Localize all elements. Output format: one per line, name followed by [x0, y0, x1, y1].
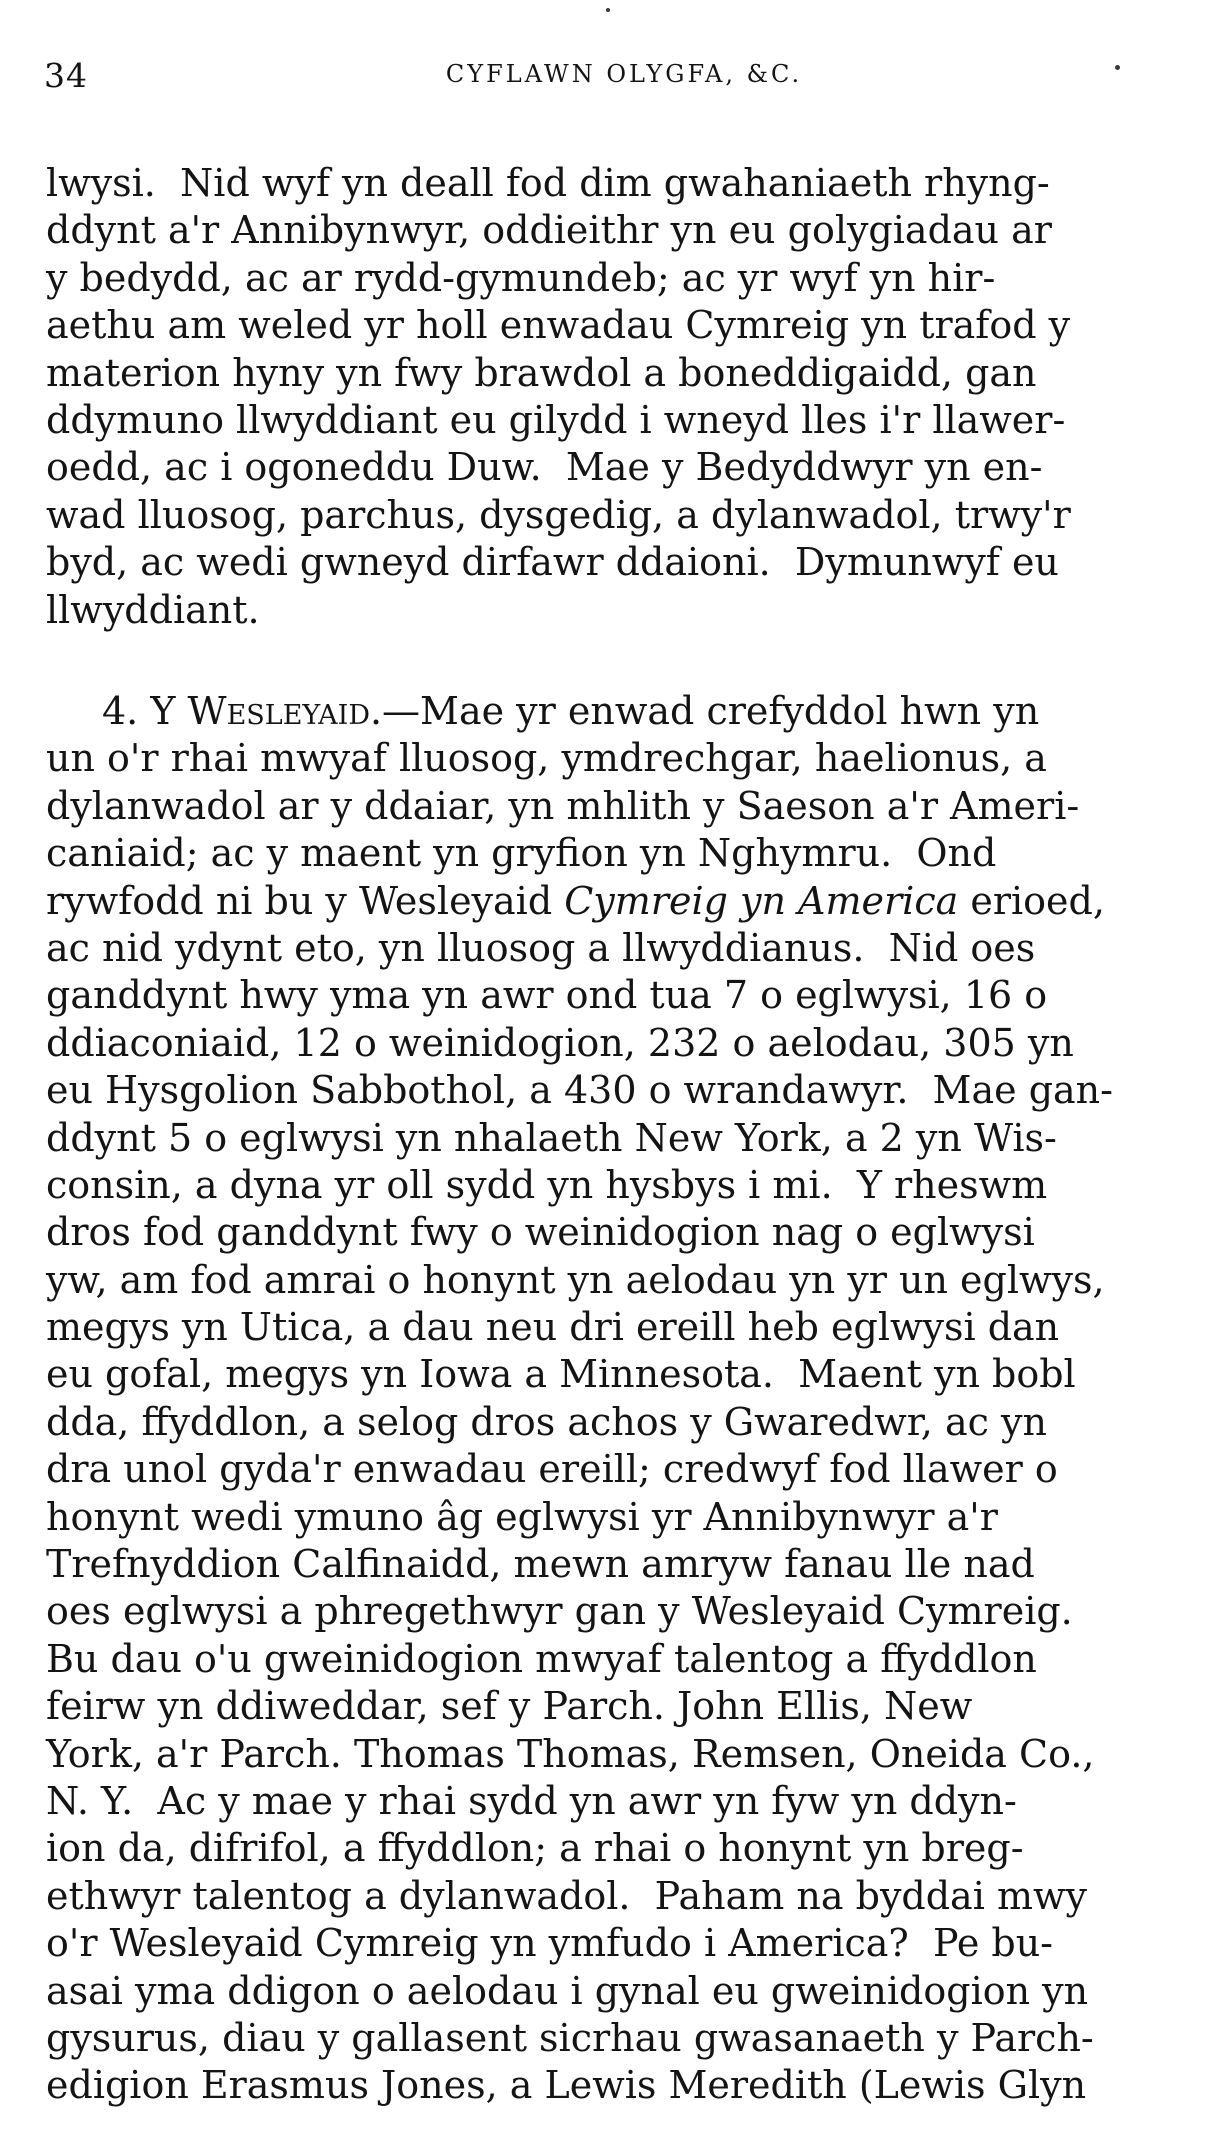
paragraph-line: eu gofal, megys yn Iowa a Minnesota. Maent yn bobl	[46, 1352, 1076, 1397]
italic-emphasis: Cymreig yn America	[564, 878, 959, 923]
paragraph-line: honynt wedi ymuno âg eglwysi yr Annibynwyr a'r	[46, 1494, 998, 1539]
paragraph-line: ddymuno llwyddiant eu gilydd i wneyd lles i'r llawer-	[46, 397, 1066, 442]
running-title: CYFLAWN OLYGFA, &C.	[445, 60, 803, 88]
paragraph-line: asai yma ddigon o aelodau i gynal eu gweinidogion yn	[46, 1968, 1089, 2013]
ink-speck	[606, 8, 610, 12]
paragraph-text: —Mae yr enwad crefyddol hwn yn	[382, 689, 1040, 733]
paragraph-line: y bedydd, ac ar rydd-gymundeb; ac yr wyf yn hir-	[46, 255, 996, 300]
paragraph-line: dda, ffyddlon, a selog dros achos y Gwaredwr, ac yn	[46, 1399, 1047, 1444]
paragraph-line: ddynt 5 o eglwysi yn nhalaeth New York, a 2 yn Wis-	[46, 1115, 1057, 1160]
paragraph-line: byd, ac wedi gwneyd dirfawr ddaioni. Dymunwyf eu	[46, 540, 1059, 585]
paragraph-line: un o'r rhai mwyaf lluosog, ymdrechgar, haelionus, a	[46, 736, 1047, 781]
paragraph-line: feirw yn ddiweddar, sef y Parch. John Ellis, New	[46, 1684, 973, 1729]
paragraph-line: materion hyny yn fwy brawdol a boneddigaidd, gan	[46, 350, 1037, 395]
paragraph-line: ion da, difrifol, a ffyddlon; a rhai o honynt yn breg-	[46, 1826, 1024, 1871]
paragraph-line: York, a'r Parch. Thomas Thomas, Remsen, Oneida Co.,	[46, 1731, 1095, 1776]
ink-speck	[1115, 65, 1120, 70]
paragraph-line: Trefnyddion Calfinaidd, mewn amryw fanau lle nad	[46, 1542, 1035, 1587]
paragraph-line: llwyddiant.	[46, 587, 260, 632]
paragraph-line: dylanwadol ar y ddaiar, yn mhlith y Saeson a'r Ameri-	[46, 783, 1080, 828]
paragraph-line: ganddynt hwy yma yn awr ond tua 7 o eglwysi, 16 o	[46, 973, 1048, 1018]
paragraph-line: gysurus, diau y gallasent sicrhau gwasanaeth y Parch-	[46, 2015, 1094, 2060]
paragraph-text: erioed,	[958, 878, 1105, 923]
paragraph-line: wad lluosog, parchus, dysgedig, a dylanwadol, trwy'r	[46, 492, 1071, 537]
paragraph-line: ddynt a'r Annibynwyr, oddieithr yn eu golygiadau ar	[46, 208, 1052, 253]
paragraph-line: caniaid; ac y maent yn gryfion yn Nghymru. Ond	[46, 831, 997, 876]
section-number: 4.	[102, 689, 139, 733]
paragraph-line: oes eglwysi a phregethwyr gan y Wesleyaid Cymreig.	[46, 1589, 1073, 1634]
paragraph-heading-line	[46, 688, 1182, 735]
paragraph-baptists-conclusion	[46, 160, 1182, 634]
page-number: 34	[44, 56, 88, 95]
paragraph-wesleyans	[46, 688, 1182, 2110]
paragraph-line: N. Y. Ac y mae y rhai sydd yn awr yn fyw yn ddyn-	[46, 1778, 1017, 1823]
paragraph-line: dra unol gyda'r enwadau ereill; credwyf fod llawer o	[46, 1447, 1058, 1492]
paragraph-line: ac nid ydynt eto, yn lluosog a llwyddianus. Nid oes	[46, 925, 1036, 970]
paragraph-line: oedd, ac i ogoneddu Duw. Mae y Bedyddwyr yn en-	[46, 445, 1043, 490]
paragraph-line-with-emphasis	[46, 878, 1182, 925]
paragraph-line: lwysi. Nid wyf yn deall fod dim gwahaniaeth rhyng-	[46, 161, 1050, 205]
section-label: Y Wesleyaid.	[150, 689, 383, 733]
paragraph-continuation	[46, 925, 1182, 2110]
paragraph-line: ethwyr talentog a dylanwadol. Paham na byddai mwy	[46, 1873, 1087, 1918]
page-header	[44, 56, 1174, 106]
paragraph-line: edigion Erasmus Jones, a Lewis Meredith (Lewis Glyn	[46, 2063, 1087, 2108]
paragraph-line: yw, am fod amrai o honynt yn aelodau yn yr un eglwys,	[46, 1257, 1105, 1302]
paragraph-line: ddiaconiaid, 12 o weinidogion, 232 o aelodau, 305 yn	[46, 1020, 1074, 1065]
paragraph-line: Bu dau o'u gweinidogion mwyaf talentog a ffyddlon	[46, 1636, 1037, 1681]
paragraph-line: o'r Wesleyaid Cymreig yn ymfudo i America? Pe bu-	[46, 1921, 1054, 1966]
paragraph-line: consin, a dyna yr oll sydd yn hysbys i mi. Y rheswm	[46, 1162, 1048, 1207]
paragraph-text: rywfodd ni bu y Wesleyaid	[46, 878, 565, 923]
paragraph-line: aethu am weled yr holl enwadau Cymreig yn trafod y	[46, 303, 1071, 348]
paragraph-line: dros fod ganddynt fwy o weinidogion nag o eglwysi	[46, 1210, 1035, 1255]
paragraph-line: eu Hysgolion Sabbothol, a 430 o wrandawyr. Mae gan-	[46, 1068, 1113, 1113]
paragraph-line: megys yn Utica, a dau neu dri ereill heb eglwysi dan	[46, 1305, 1060, 1350]
